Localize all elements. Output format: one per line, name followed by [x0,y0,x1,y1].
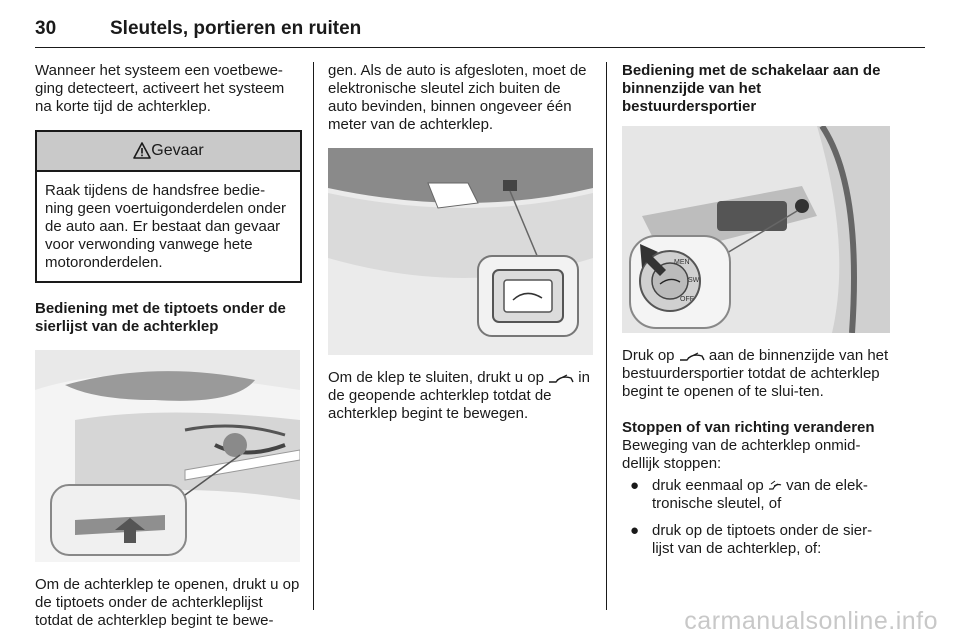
page-number: 30 [35,18,57,39]
svg-text:SW: SW [688,277,700,284]
section-heading: Stoppen of van richting veranderen [622,419,875,436]
tailgate-icon [548,372,574,384]
figure-rear-tailgate-switch [35,350,300,562]
page-header [35,10,925,50]
column-3 [622,62,890,567]
svg-text:OFF: OFF [680,296,694,303]
column-divider [313,62,314,610]
svg-text:MEN: MEN [674,259,690,266]
instruction-paragraph: Druk op aan de binnenzijde van het bestuurdersportier totdat de achterklep begint te openen of te slui-ten. [622,347,889,400]
list-item: ● druk eenmaal op van de elek-tronische sleutel, of [630,477,868,512]
figure-driver-door-switch [622,126,890,333]
stop-paragraph: Beweging van de achterklep onmid-dellijk stoppen: [622,437,861,472]
tailgate-icon [679,350,705,362]
warning-triangle-icon [133,142,151,159]
header-rule [35,47,925,48]
list-item: ● druk op de tiptoets onder de sier-lijst van de achterklep, of: [630,522,873,557]
figure-tailgate-inside-button [328,148,593,355]
column-1 [35,62,300,630]
column-divider [606,62,607,610]
page-title: Sleutels, portieren en ruiten [110,18,362,39]
bullet-list [622,477,890,558]
column-2 [328,62,593,423]
section-heading: Bediening met de tiptoets onder de sierlijst van de achterklep [35,300,286,335]
figure-caption: Om de achterklep te openen, drukt u op de tiptoets onder de achterkleplijst totdat de achterklep begint te bewe- [35,576,300,629]
continued-paragraph: gen. Als de auto is afgesloten, moet de elektronische sleutel zich buiten de auto bevinden, binnen ongeveer één meter van de achterklep. [328,62,587,133]
warning-box [35,130,302,283]
figure-caption: Om de klep te sluiten, drukt u op in de geopende achterklep totdat de achterklep begint te bewegen. [328,369,590,422]
warning-label: Gevaar [151,142,204,159]
watermark: carmanualsonline.info [684,607,938,635]
section-heading: Bediening met de schakelaar aan de binnenzijde van het bestuurdersportier [622,62,881,115]
warning-text: Raak tijdens de handsfree bedie-ning geen voertuigonderdelen onder de auto aan. Er bestaat dan gevaar voor verwonding vanwege hete motoronderdelen. [45,182,287,271]
key-tailgate-icon [768,480,782,492]
warning-header [37,132,300,172]
intro-paragraph: Wanneer het systeem een voetbewe-ging detecteert, activeert het systeem na korte tijd de achterklep. [35,62,285,115]
